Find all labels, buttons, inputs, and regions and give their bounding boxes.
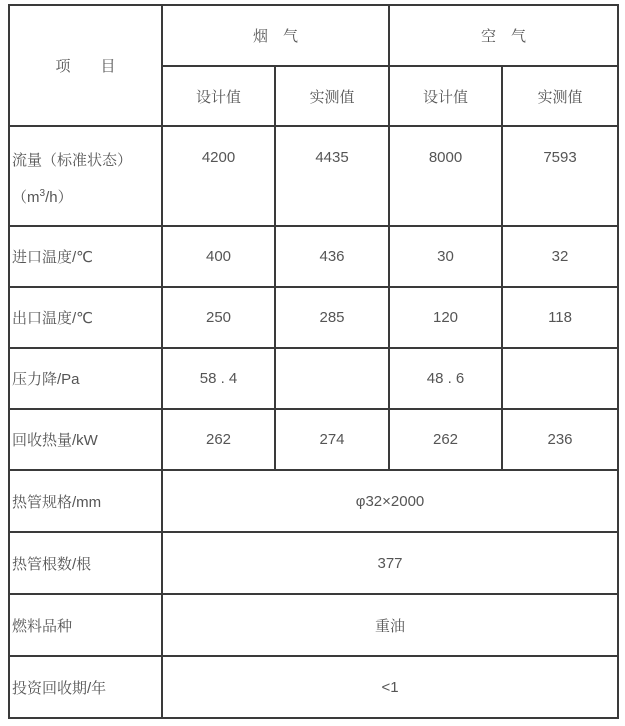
row-pipe-count bbox=[9, 532, 618, 594]
header-flue-design-cell: 设计值 bbox=[162, 66, 275, 126]
cell-value: 120 bbox=[389, 287, 502, 348]
cell-value: 58 . 4 bbox=[162, 348, 275, 409]
cell-value: 262 bbox=[389, 409, 502, 470]
row-label-inlet-temp: 进口温度/℃ bbox=[9, 226, 162, 287]
cell-span-value: 重油 bbox=[162, 594, 618, 656]
cell-value: 250 bbox=[162, 287, 275, 348]
row-label-pressure-drop: 压力降/Pa bbox=[9, 348, 162, 409]
header-flue-measured-cell: 实测值 bbox=[275, 66, 389, 126]
cell-value: 236 bbox=[502, 409, 618, 470]
cell-value-empty bbox=[275, 348, 389, 409]
row-label-flow-rate bbox=[9, 126, 162, 226]
flow-rate-label-line1: 流量（标准状态） bbox=[12, 152, 133, 169]
row-label-pipe-spec: 热管规格/mm bbox=[9, 470, 162, 532]
cell-value: 262 bbox=[162, 409, 275, 470]
cell-value: 4435 bbox=[275, 126, 389, 226]
row-label-pipe-count: 热管根数/根 bbox=[9, 532, 162, 594]
row-pressure-drop bbox=[9, 348, 618, 409]
row-label-payback-period: 投资回收期/年 bbox=[9, 656, 162, 718]
cell-span-value: 377 bbox=[162, 532, 618, 594]
header-row-groups bbox=[9, 5, 618, 66]
cell-value: 436 bbox=[275, 226, 389, 287]
row-label-recovered-heat: 回收热量/kW bbox=[9, 409, 162, 470]
cubic-superscript: 3 bbox=[39, 188, 46, 199]
row-recovered-heat bbox=[9, 409, 618, 470]
cell-value: 274 bbox=[275, 409, 389, 470]
cell-span-value: <1 bbox=[162, 656, 618, 718]
header-air-measured-cell: 实测值 bbox=[502, 66, 618, 126]
row-payback-period bbox=[9, 656, 618, 718]
header-item-cell: 项 目 bbox=[9, 5, 162, 126]
row-flow-rate bbox=[9, 126, 618, 226]
cell-value: 4200 bbox=[162, 126, 275, 226]
cell-value: 32 bbox=[502, 226, 618, 287]
row-pipe-spec bbox=[9, 470, 618, 532]
cell-value: 8000 bbox=[389, 126, 502, 226]
cell-value: 7593 bbox=[502, 126, 618, 226]
row-inlet-temp bbox=[9, 226, 618, 287]
header-air-design-cell: 设计值 bbox=[389, 66, 502, 126]
heat-pipe-spec-table bbox=[8, 4, 619, 719]
flow-rate-label-line2: $(m^3/h)$ bbox=[12, 188, 73, 206]
cell-value: 285 bbox=[275, 287, 389, 348]
row-outlet-temp bbox=[9, 287, 618, 348]
row-label-fuel-type: 燃料品种 bbox=[9, 594, 162, 656]
cell-span-value: φ32×2000 bbox=[162, 470, 618, 532]
cell-value: 400 bbox=[162, 226, 275, 287]
cell-value-empty bbox=[502, 348, 618, 409]
header-air-cell: 空 气 bbox=[389, 5, 618, 66]
cell-value: 30 bbox=[389, 226, 502, 287]
cell-value: 48 . 6 bbox=[389, 348, 502, 409]
row-fuel-type bbox=[9, 594, 618, 656]
header-flue-gas-cell: 烟 气 bbox=[162, 5, 389, 66]
row-label-outlet-temp: 出口温度/℃ bbox=[9, 287, 162, 348]
cell-value: 118 bbox=[502, 287, 618, 348]
